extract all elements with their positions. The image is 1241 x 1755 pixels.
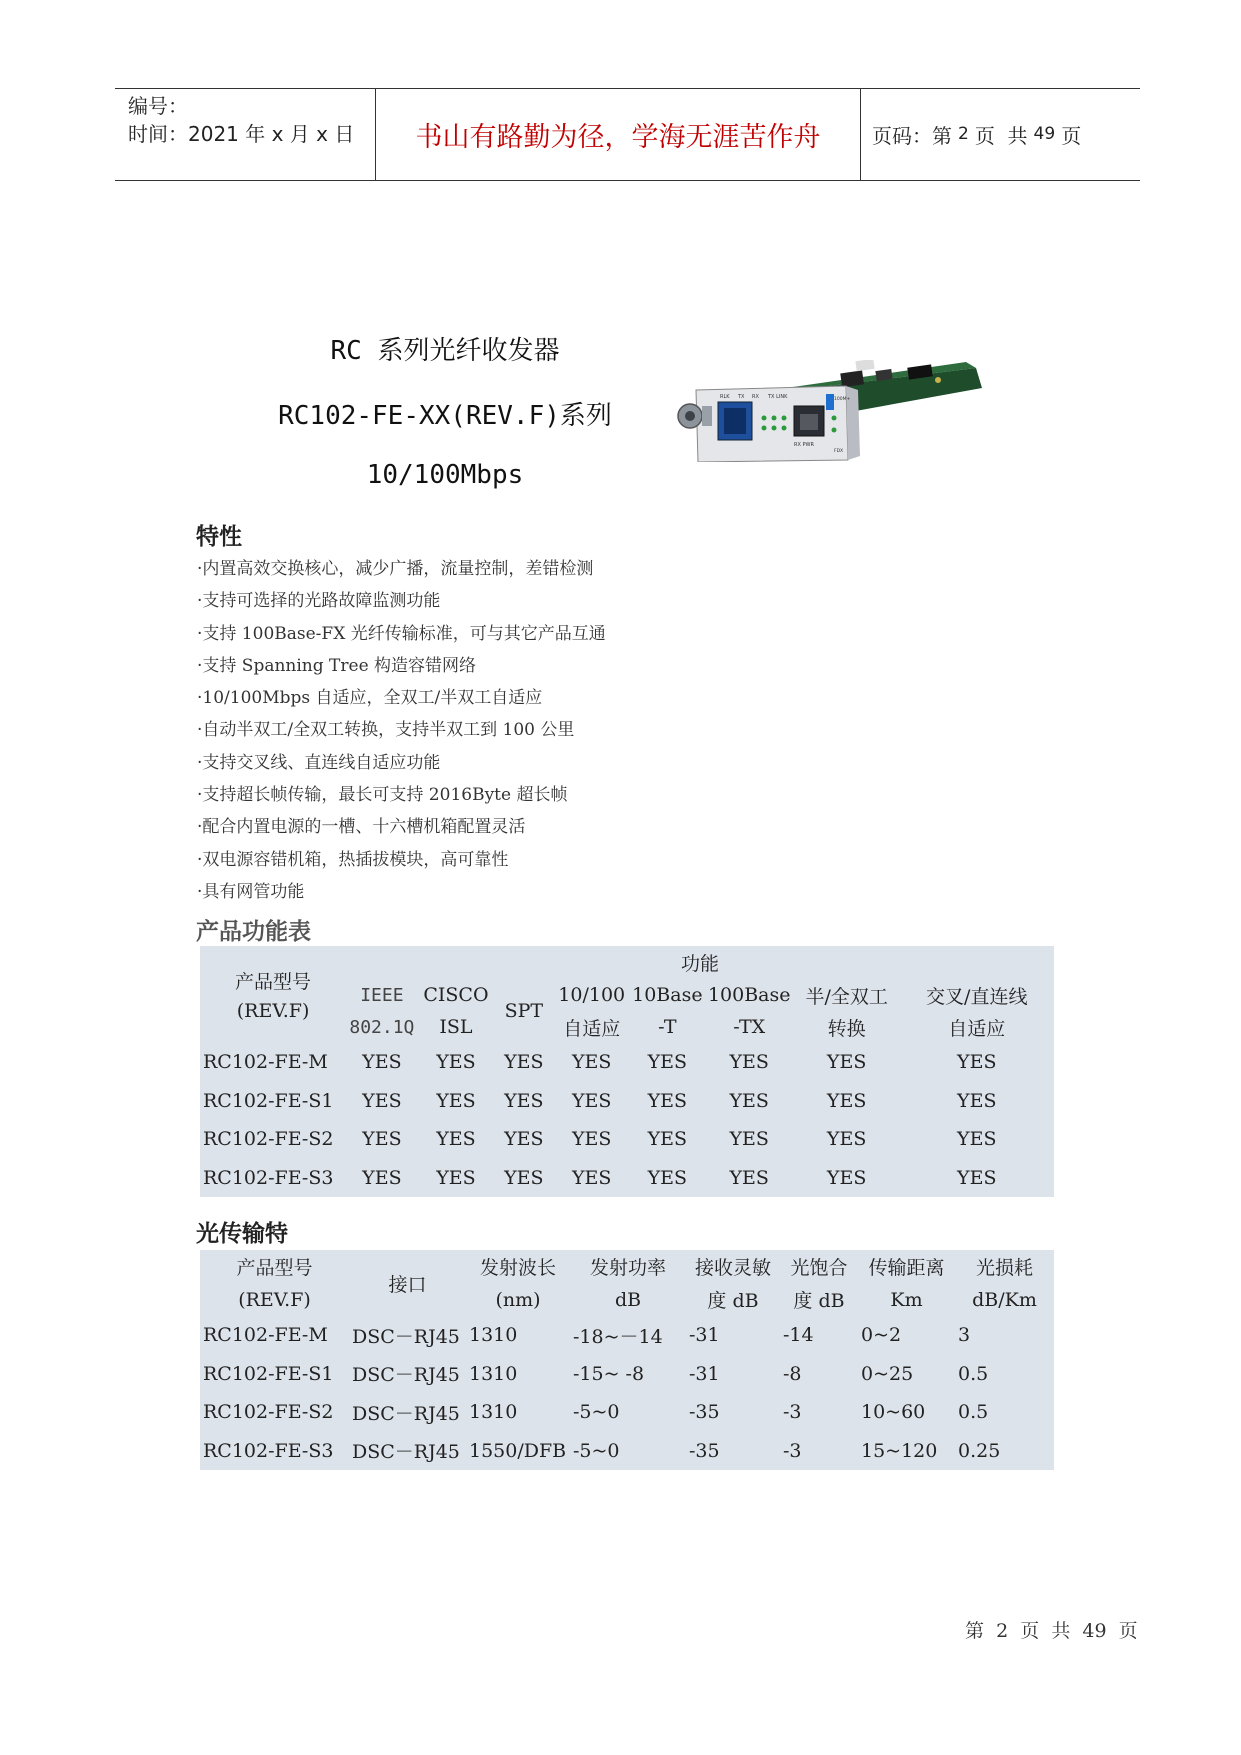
table-cell: 1310 (469, 1362, 518, 1385)
time-label: 时间：2021 年 x 月 x 日 (128, 122, 355, 146)
table-row (200, 1159, 1054, 1198)
col-header-sub: Km (890, 1288, 923, 1311)
model-cell: RC102-FE-S2 (203, 1128, 334, 1151)
table-cell: YES (436, 1089, 476, 1112)
model-cell: RC102-FE-S3 (203, 1166, 334, 1189)
table-cell: 1310 (469, 1324, 518, 1347)
page-current: 2 (958, 124, 969, 144)
page-total: 49 (1033, 124, 1056, 144)
col-header: IEEE (360, 984, 404, 1006)
table-cell: YES (504, 1051, 544, 1074)
table-cell: YES (362, 1128, 402, 1151)
table-cell: YES (436, 1166, 476, 1189)
col-header: 光饱合 (790, 1257, 848, 1279)
col-header: 10/100 (558, 984, 626, 1006)
port-label-rlk: RLK (720, 394, 730, 400)
col-header-sub: (REV.F) (238, 1288, 311, 1311)
model-cell: RC102-FE-S1 (203, 1089, 334, 1112)
col-header-sub: 度 dB (707, 1290, 759, 1312)
col-header-sub: 自适应 (948, 1017, 1006, 1040)
port-label-txlink: TX LINK (768, 394, 788, 400)
table-cell: YES (504, 1089, 544, 1112)
header-bottom-rule (115, 180, 1140, 181)
table-cell: YES (957, 1089, 997, 1112)
doc-speed: 10/100Mbps (366, 460, 524, 490)
feature-item: ·具有网管功能 (197, 881, 305, 902)
table-cell: YES (647, 1051, 688, 1074)
table-cell: YES (504, 1128, 544, 1151)
table-cell: YES (826, 1128, 867, 1151)
table-cell: YES (436, 1128, 476, 1151)
header-motto: 书山有路勤为径，学海无涯苦作舟 (415, 121, 821, 153)
serial-label: 编号： (128, 94, 188, 118)
col-header-sub: 自适应 (563, 1017, 621, 1040)
col-header: SPT (504, 1000, 544, 1022)
col-header: 发射波长 (479, 1257, 556, 1279)
page-suffix: 页 (1061, 123, 1082, 148)
table-cell: YES (826, 1089, 867, 1112)
table-cell: YES (362, 1089, 402, 1112)
table-cell: -3 (783, 1401, 802, 1424)
table-cell: YES (362, 1166, 402, 1189)
table-cell: 1550/DFB (469, 1439, 567, 1462)
table-cell: RC102-FE-M (203, 1324, 328, 1347)
col-header: CISCO (423, 984, 489, 1006)
table-cell: YES (729, 1166, 769, 1189)
port-label-rxpwr: RX PWR (794, 442, 814, 448)
table-cell: -31 (689, 1324, 720, 1347)
table-cell: RC102-FE-S2 (203, 1401, 334, 1424)
table-cell: YES (826, 1166, 867, 1189)
table-cell: YES (729, 1128, 769, 1151)
col-header: 100Base (707, 984, 791, 1006)
col-header: 光损耗 (975, 1257, 1033, 1279)
function-table-heading: 产品功能表 (196, 919, 311, 945)
table-cell: RC102-FE-S1 (203, 1362, 334, 1385)
table-row (200, 1393, 1054, 1432)
table-cell: YES (957, 1128, 997, 1151)
col-header: 发射功率 (589, 1257, 666, 1279)
page-prefix: 页码：第 (872, 123, 952, 148)
feature-item: ·支持可选择的光路故障监测功能 (197, 591, 441, 612)
table-cell: -14 (783, 1324, 814, 1347)
table-row (200, 1043, 1054, 1082)
col-header-sub: -T (658, 1016, 677, 1038)
table-cell: -3 (783, 1439, 802, 1462)
table-cell: 15~120 (861, 1439, 938, 1462)
col-header: 半/全双工 (805, 985, 888, 1008)
feature-item: ·支持 Spanning Tree 构造容错网络 (197, 655, 477, 676)
model-cell: RC102-FE-M (203, 1051, 328, 1074)
table-row (200, 1355, 1054, 1394)
table-cell: YES (647, 1089, 688, 1112)
feature-item: ·10/100Mbps 自适应，全双工/半双工自适应 (197, 688, 543, 709)
optical-table-heading: 光传输特 (196, 1221, 288, 1247)
function-group-header: 功能 (681, 953, 720, 975)
table-cell: YES (572, 1051, 612, 1074)
table-row (200, 1432, 1054, 1471)
optical-table (200, 1250, 1054, 1470)
feature-item: ·支持交叉线、直连线自适应功能 (197, 752, 441, 773)
col-header: 接收灵敏 (694, 1257, 771, 1279)
table-row (200, 1082, 1054, 1121)
port-label-100m: 100M+ (834, 397, 851, 402)
table-cell: -35 (689, 1401, 720, 1424)
col-header: 产品型号 (236, 1257, 313, 1279)
table-cell: YES (729, 1051, 769, 1074)
model-header: 产品型号 (REV.F) (235, 971, 312, 1022)
table-cell: -15~ -8 (573, 1362, 645, 1385)
table-cell: 0~2 (861, 1324, 902, 1347)
table-cell: 0~25 (861, 1362, 914, 1385)
table-cell: YES (647, 1128, 688, 1151)
table-cell: YES (957, 1051, 997, 1074)
table-cell: DSC－RJ45 (352, 1364, 460, 1387)
col-header-sub: dB/Km (972, 1288, 1037, 1311)
col-header-sub: 度 dB (793, 1290, 845, 1312)
table-cell: -31 (689, 1362, 720, 1385)
port-label-tx: TX (738, 394, 745, 400)
table-cell: 3 (958, 1324, 971, 1347)
table-cell: YES (572, 1166, 612, 1189)
table-cell: 0.25 (958, 1439, 1001, 1462)
table-cell: -5~0 (573, 1439, 620, 1462)
table-cell: DSC－RJ45 (352, 1325, 460, 1348)
product-photo (676, 360, 982, 462)
table-cell: YES (436, 1051, 476, 1074)
footer-page-number: 第 2 页 共 49 页 (965, 1620, 1138, 1642)
table-cell: YES (729, 1089, 769, 1112)
features-list (197, 553, 606, 908)
col-header: 10Base (632, 984, 703, 1006)
col-header: 接口 (388, 1273, 427, 1296)
feature-item: ·支持 100Base-FX 光纤传输标准，可与其它产品互通 (197, 623, 606, 644)
col-header-sub: (nm) (495, 1288, 541, 1311)
table-cell: 1310 (469, 1401, 518, 1424)
feature-item: ·自动半双工/全双工转换，支持半双工到 100 公里 (197, 720, 575, 741)
table-cell: -18~－14 (573, 1325, 663, 1348)
feature-item: ·内置高效交换核心，减少广播，流量控制，差错检测 (197, 559, 594, 579)
table-cell: RC102-FE-S3 (203, 1439, 334, 1462)
col-header-sub: dB (614, 1288, 642, 1311)
header-page-number (872, 88, 1081, 180)
table-cell: YES (957, 1166, 997, 1189)
table-cell: DSC－RJ45 (352, 1402, 460, 1425)
port-label-rx: RX (752, 394, 759, 400)
header-divider-right (860, 88, 861, 181)
table-cell: YES (504, 1166, 544, 1189)
port-label-fdx: FDX (834, 449, 844, 454)
table-cell: YES (572, 1089, 612, 1112)
table-cell: DSC－RJ45 (352, 1441, 460, 1464)
col-header-sub: 转换 (827, 1017, 866, 1040)
table-cell: -35 (689, 1439, 720, 1462)
feature-item: ·配合内置电源的一槽、十六槽机箱配置灵活 (197, 817, 526, 838)
table-cell: 10~60 (861, 1401, 926, 1424)
page-mid: 页 共 (974, 123, 1028, 148)
features-heading: 特性 (196, 524, 242, 550)
table-cell: 0.5 (958, 1401, 989, 1424)
doc-subtitle: RC102-FE-XX(REV.F)系列 (278, 401, 612, 431)
table-row (200, 1316, 1054, 1355)
table-cell: 0.5 (958, 1362, 989, 1385)
col-header-sub: ISL (439, 1016, 473, 1038)
header-meta (128, 92, 354, 148)
col-header-sub: -TX (733, 1016, 766, 1038)
table-cell: -8 (783, 1362, 802, 1385)
col-header: 传输距离 (868, 1257, 945, 1279)
table-row (200, 1120, 1054, 1159)
feature-item: ·双电源容错机箱，热插拔模块，高可靠性 (197, 849, 509, 870)
table-cell: YES (647, 1166, 688, 1189)
table-cell: YES (362, 1051, 402, 1074)
table-cell: YES (826, 1051, 867, 1074)
doc-title: RC 系列光纤收发器 (330, 336, 560, 366)
function-table (200, 946, 1054, 1197)
col-header: 交叉/直连线 (926, 985, 1028, 1008)
col-header-sub: 802.1Q (349, 1016, 415, 1038)
table-cell: -5~0 (573, 1401, 620, 1424)
feature-item: ·支持超长帧传输，最长可支持 2016Byte 超长帧 (197, 785, 568, 806)
table-cell: YES (572, 1128, 612, 1151)
